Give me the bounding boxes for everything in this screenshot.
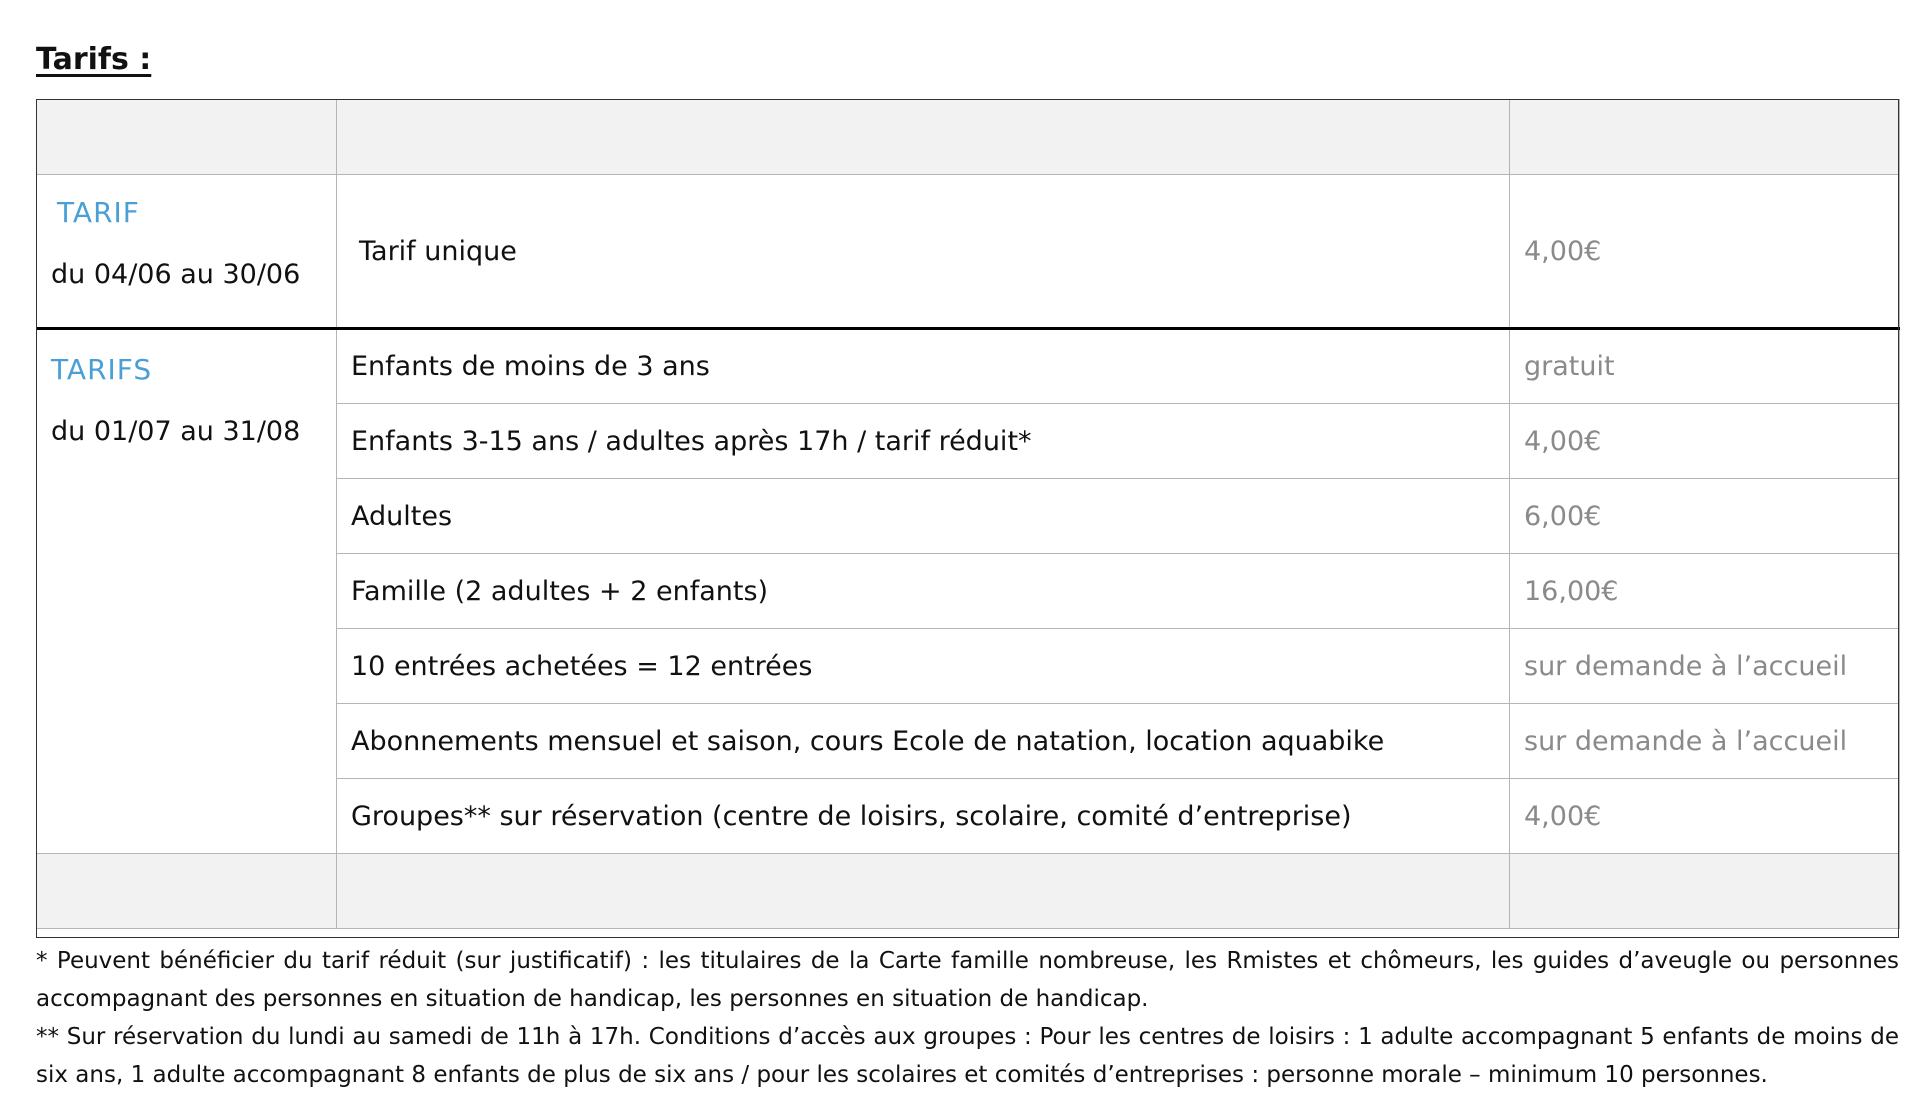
table-row [37,175,1900,329]
rate-price: sur demande à l’accueil [1510,629,1900,704]
rate-price: 4,00€ [1510,175,1900,329]
rate-price: gratuit [1510,329,1900,404]
footer-cell-period [37,854,337,929]
rate-label: 10 entrées achetées = 12 entrées [337,629,1510,704]
rate-label: Enfants de moins de 3 ans [337,329,1510,404]
period-cell-june [37,175,337,329]
footer-row [37,854,1900,929]
price-table [36,99,1900,929]
period-heading: TARIF [57,196,140,229]
rate-label: Abonnements mensuel et saison, cours Ecole de natation, location aquabike [337,704,1510,779]
rate-label: Groupes** sur réservation (centre de loisirs, scolaire, comité d’entreprise) [337,779,1510,854]
page-title: Tarifs : [36,42,152,77]
footnote-groups: ** Sur réservation du lundi au samedi de 11h à 17h. Conditions d’accès aux groupes : Pour les centres de loisirs : 1 adulte accompagnant 5 enfants de moins de six ans, 1 adulte accompagnant 8 enfants de plus de six ans / pour les scolaires et comités d’entreprises : personne morale – minimum 10 personnes. [36,1024,1899,1088]
period-dates: du 01/07 au 31/08 [51,416,301,447]
rate-label: Adultes [337,479,1510,554]
table-row [37,329,1900,404]
rate-price: 16,00€ [1510,554,1900,629]
period-cell-summer [37,329,337,854]
header-row [37,100,1900,175]
header-cell-price [1510,100,1900,175]
period-heading: TARIFS [51,353,153,386]
footnotes [36,942,1899,1094]
header-cell-label [337,100,1510,175]
rate-label: Enfants 3-15 ans / adultes après 17h / tarif réduit* [337,404,1510,479]
rate-label: Famille (2 adultes + 2 enfants) [337,554,1510,629]
rate-price: 4,00€ [1510,404,1900,479]
rate-price: 6,00€ [1510,479,1900,554]
header-cell-period [37,100,337,175]
rate-label: Tarif unique [337,175,1510,329]
rate-price: sur demande à l’accueil [1510,704,1900,779]
footnote-reduced-rate: * Peuvent bénéficier du tarif réduit (sur justificatif) : les titulaires de la Carte famille nombreuse, les Rmistes et chômeurs, les guides d’aveugle ou personnes accompagnant des personnes en situation de handicap, les personnes en situation de handicap. [36,948,1899,1012]
footer-cell-price [1510,854,1900,929]
rate-price: 4,00€ [1510,779,1900,854]
period-dates: du 04/06 au 30/06 [51,259,301,290]
footer-cell-label [337,854,1510,929]
